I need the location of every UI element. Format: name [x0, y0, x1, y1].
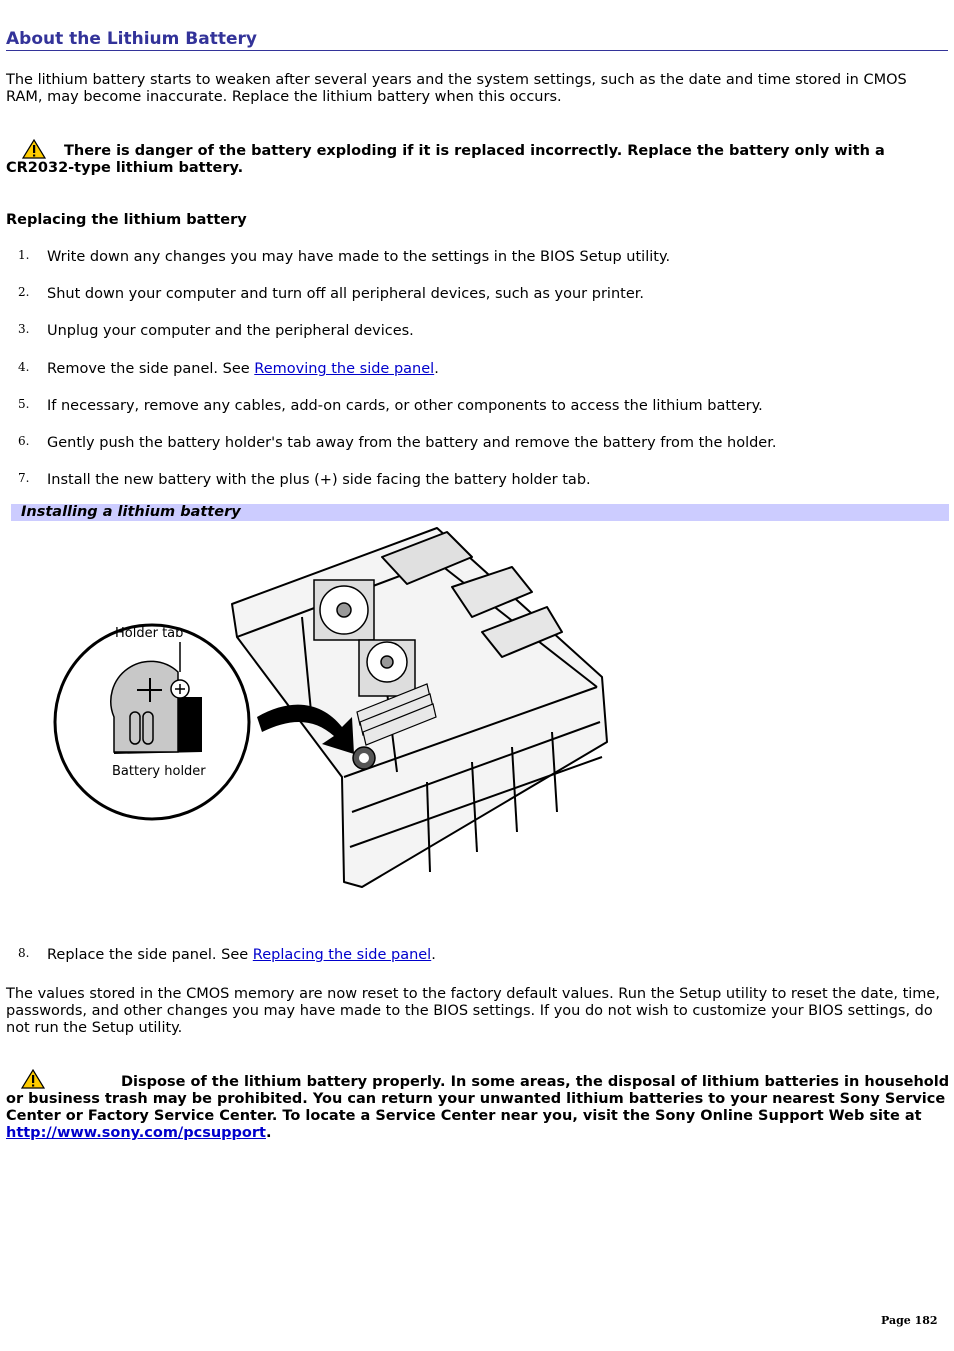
section-heading: Replacing the lithium battery [6, 212, 247, 228]
warning-dispose-text: Dispose of the lithium battery properly. In some areas, the disposal of lithium batteries in household or business trash may be prohibited. You can return your unwanted lithium batteries to your nearest Sony Service Center or Factory Service Center. To locate a Service Center near you, visit the Sony Online Support Web site at [6, 1074, 950, 1124]
step-number: 8. [18, 946, 30, 960]
step-text: Gently push the battery holder's tab away from the battery and remove the battery from the holder. [47, 435, 777, 451]
step-text: If necessary, remove any cables, add-on cards, or other components to access the lithium battery. [47, 398, 763, 414]
label-battery-holder: Battery holder [112, 764, 206, 779]
battery-install-illustration [52, 522, 612, 892]
label-holder-tab: Holder tab [115, 626, 184, 641]
step-text [47, 360, 439, 378]
replacing-side-panel-link[interactable]: Replacing the side panel [252, 947, 432, 963]
step-text [47, 946, 436, 964]
removing-side-panel-link[interactable]: Removing the side panel [254, 361, 435, 377]
step-text: Write down any changes you may have made to the settings in the BIOS Setup utility. [47, 249, 671, 265]
step-text-post: . [431, 947, 436, 963]
step-text: Shut down your computer and turn off all peripheral devices, such as your printer. [47, 286, 644, 302]
step-text: Install the new battery with the plus (+) side facing the battery holder tab. [47, 472, 591, 488]
list-item [0, 471, 954, 489]
sony-support-link[interactable]: http://www.sony.com/pcsupport [6, 1125, 266, 1141]
step-number: 4. [18, 360, 30, 374]
step-number: 2. [18, 285, 30, 299]
step-number: 7. [18, 471, 30, 485]
list-item [0, 248, 954, 266]
intro-paragraph: The lithium battery starts to weaken after several years and the system settings, such as the date and time stored in CMOS RAM, may become inaccurate. Replace the lithium battery when this occurs. [6, 72, 907, 105]
page-number: Page 182 [881, 1314, 938, 1327]
list-item [0, 322, 954, 340]
step-text-pre: Remove the side panel. See [47, 361, 255, 377]
step-number: 1. [18, 248, 30, 262]
board-battery-holder [353, 747, 375, 769]
step-number: 3. [18, 322, 30, 336]
warning-dispose-end: . [265, 1125, 272, 1141]
step-number: 6. [18, 434, 30, 448]
warning-dispose-battery [6, 1074, 950, 1142]
step-number: 5. [18, 397, 30, 411]
step-text: Unplug your computer and the peripheral devices. [47, 323, 414, 339]
step-text-post: . [434, 361, 439, 377]
page-title: About the Lithium Battery [6, 29, 948, 51]
figure-caption-text: Installing a lithium battery [21, 504, 241, 520]
zoom-circle [55, 625, 249, 819]
list-item [0, 397, 954, 415]
list-item [0, 434, 954, 452]
cmos-paragraph: The values stored in the CMOS memory are now reset to the factory default values. Run the Setup utility to reset the date, time, passwords, and other changes you may have made to the BIOS settings. If you do not wish to customize your BIOS settings, do not run the Setup utility. [6, 986, 940, 1036]
list-item [0, 285, 954, 303]
list-item [0, 946, 954, 964]
list-item [0, 360, 954, 378]
warning-battery-explode: There is danger of the battery exploding if it is replaced incorrectly. Replace the battery only with a CR2032-type lithium battery. [6, 143, 885, 176]
figure-caption [11, 504, 949, 521]
step-text-pre: Replace the side panel. See [47, 947, 253, 963]
